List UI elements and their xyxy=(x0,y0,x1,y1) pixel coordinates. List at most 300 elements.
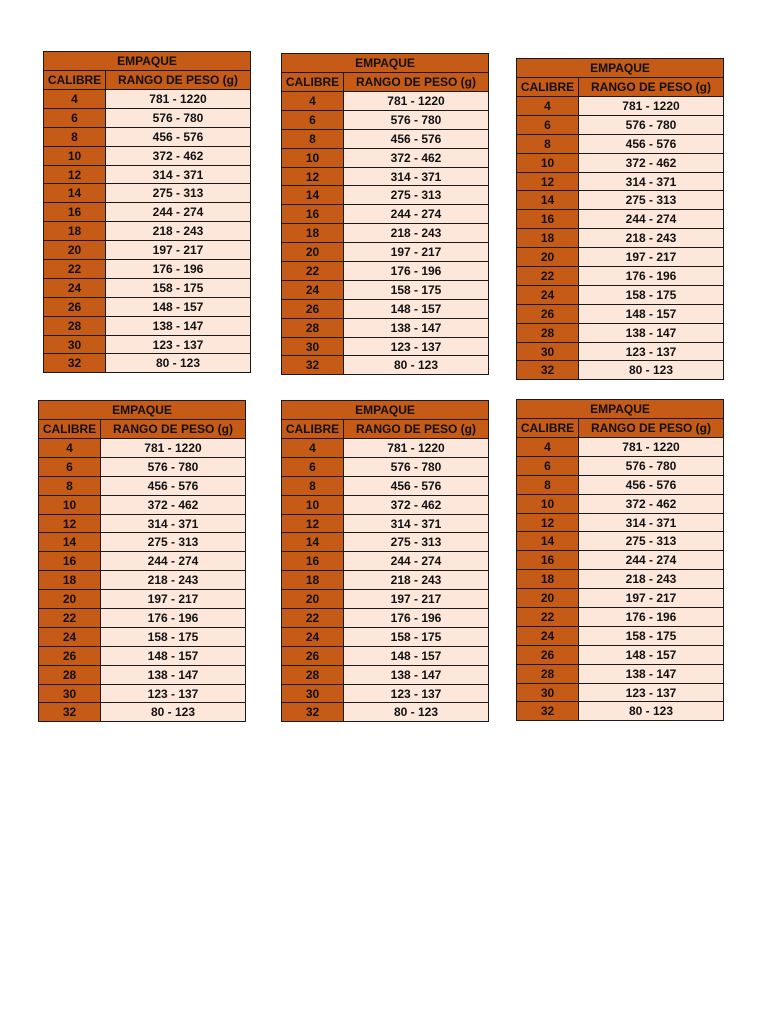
header-row xyxy=(282,420,489,439)
table-row xyxy=(39,590,246,609)
rango-cell: 123 - 137 xyxy=(579,683,724,702)
table-row xyxy=(39,627,246,646)
header-row xyxy=(39,420,246,439)
calibre-cell: 14 xyxy=(39,533,101,552)
table-row xyxy=(44,335,251,354)
rango-cell: 148 - 157 xyxy=(106,297,251,316)
rango-cell: 158 - 175 xyxy=(101,627,246,646)
rango-cell: 275 - 313 xyxy=(106,184,251,203)
calibre-cell: 12 xyxy=(39,514,101,533)
table-row xyxy=(517,172,724,191)
calibre-cell: 24 xyxy=(282,280,344,299)
table-row xyxy=(282,571,489,590)
table-row xyxy=(39,552,246,571)
column-header-calibre: CALIBRE xyxy=(44,71,106,90)
rango-cell: 275 - 313 xyxy=(344,533,489,552)
calibre-cell: 16 xyxy=(517,551,579,570)
calibre-cell: 4 xyxy=(39,439,101,458)
calibre-cell: 32 xyxy=(44,354,106,373)
table-row xyxy=(517,304,724,323)
rango-cell: 123 - 137 xyxy=(579,342,724,361)
empaque-table-2 xyxy=(281,53,489,375)
calibre-cell: 26 xyxy=(517,304,579,323)
calibre-cell: 6 xyxy=(517,115,579,134)
table-row xyxy=(44,108,251,127)
table-row xyxy=(44,203,251,222)
calibre-cell: 22 xyxy=(39,609,101,628)
table-title: EMPAQUE xyxy=(517,400,724,419)
calibre-cell: 4 xyxy=(517,97,579,116)
calibre-cell: 20 xyxy=(517,248,579,267)
rango-cell: 456 - 576 xyxy=(344,129,489,148)
table-row xyxy=(282,224,489,243)
table-row xyxy=(282,148,489,167)
calibre-cell: 24 xyxy=(517,626,579,645)
table-row xyxy=(517,475,724,494)
calibre-cell: 6 xyxy=(517,456,579,475)
column-header-calibre: CALIBRE xyxy=(39,420,101,439)
table-row xyxy=(44,146,251,165)
rango-cell: 138 - 147 xyxy=(106,316,251,335)
table-row xyxy=(517,267,724,286)
rango-cell: 244 - 274 xyxy=(106,203,251,222)
table-row xyxy=(517,608,724,627)
calibre-cell: 4 xyxy=(282,92,344,111)
calibre-cell: 30 xyxy=(282,684,344,703)
calibre-cell: 28 xyxy=(39,665,101,684)
rango-cell: 148 - 157 xyxy=(579,645,724,664)
column-header-calibre: CALIBRE xyxy=(517,78,579,97)
table-row xyxy=(44,260,251,279)
table-row xyxy=(517,532,724,551)
rango-cell: 176 - 196 xyxy=(344,609,489,628)
calibre-cell: 22 xyxy=(282,262,344,281)
rango-cell: 781 - 1220 xyxy=(344,92,489,111)
calibre-cell: 10 xyxy=(517,494,579,513)
table-row xyxy=(282,92,489,111)
table-row xyxy=(282,262,489,281)
table-row xyxy=(39,684,246,703)
calibre-cell: 20 xyxy=(282,590,344,609)
rango-cell: 781 - 1220 xyxy=(344,439,489,458)
calibre-cell: 30 xyxy=(282,337,344,356)
rango-cell: 275 - 313 xyxy=(579,191,724,210)
calibre-cell: 18 xyxy=(282,224,344,243)
rango-cell: 80 - 123 xyxy=(579,361,724,380)
table-row xyxy=(517,153,724,172)
rango-cell: 275 - 313 xyxy=(579,532,724,551)
table-row xyxy=(517,645,724,664)
rango-cell: 80 - 123 xyxy=(579,702,724,721)
table-row xyxy=(282,205,489,224)
calibre-cell: 16 xyxy=(282,205,344,224)
rango-cell: 275 - 313 xyxy=(344,186,489,205)
table-row xyxy=(282,665,489,684)
calibre-cell: 14 xyxy=(517,532,579,551)
column-header-rango: RANGO DE PESO (g) xyxy=(101,420,246,439)
calibre-cell: 32 xyxy=(39,703,101,722)
calibre-cell: 26 xyxy=(282,299,344,318)
table-row xyxy=(517,513,724,532)
table-row xyxy=(517,570,724,589)
table-row xyxy=(282,299,489,318)
table-row xyxy=(282,627,489,646)
calibre-cell: 16 xyxy=(282,552,344,571)
table-row xyxy=(39,533,246,552)
rango-cell: 456 - 576 xyxy=(101,476,246,495)
rango-cell: 314 - 371 xyxy=(344,514,489,533)
rango-cell: 781 - 1220 xyxy=(101,439,246,458)
column-header-rango: RANGO DE PESO (g) xyxy=(344,420,489,439)
empaque-table-1 xyxy=(43,51,251,373)
calibre-cell: 14 xyxy=(282,186,344,205)
rango-cell: 158 - 175 xyxy=(106,278,251,297)
table-row xyxy=(282,533,489,552)
rango-cell: 123 - 137 xyxy=(344,684,489,703)
table-row xyxy=(517,589,724,608)
rango-cell: 148 - 157 xyxy=(101,646,246,665)
table-row xyxy=(39,665,246,684)
rango-cell: 80 - 123 xyxy=(101,703,246,722)
title-row xyxy=(282,54,489,73)
calibre-cell: 4 xyxy=(282,439,344,458)
calibre-cell: 16 xyxy=(517,210,579,229)
calibre-cell: 32 xyxy=(517,361,579,380)
rango-cell: 456 - 576 xyxy=(579,475,724,494)
table-row xyxy=(517,683,724,702)
calibre-cell: 30 xyxy=(39,684,101,703)
calibre-cell: 24 xyxy=(282,627,344,646)
rango-cell: 314 - 371 xyxy=(101,514,246,533)
calibre-cell: 20 xyxy=(517,589,579,608)
calibre-cell: 32 xyxy=(282,703,344,722)
calibre-cell: 26 xyxy=(282,646,344,665)
rango-cell: 197 - 217 xyxy=(344,590,489,609)
table-row xyxy=(282,110,489,129)
rango-cell: 197 - 217 xyxy=(579,248,724,267)
calibre-cell: 10 xyxy=(39,495,101,514)
table-row xyxy=(517,191,724,210)
calibre-cell: 22 xyxy=(282,609,344,628)
rango-cell: 244 - 274 xyxy=(579,210,724,229)
rango-cell: 576 - 780 xyxy=(579,115,724,134)
header-row xyxy=(517,78,724,97)
rango-cell: 138 - 147 xyxy=(344,665,489,684)
table-row xyxy=(517,456,724,475)
calibre-cell: 8 xyxy=(517,475,579,494)
rango-cell: 197 - 217 xyxy=(579,589,724,608)
calibre-cell: 4 xyxy=(517,438,579,457)
calibre-cell: 8 xyxy=(39,476,101,495)
table-row xyxy=(517,342,724,361)
column-header-rango: RANGO DE PESO (g) xyxy=(106,71,251,90)
title-row xyxy=(517,59,724,78)
rango-cell: 176 - 196 xyxy=(106,260,251,279)
rango-cell: 197 - 217 xyxy=(101,590,246,609)
rango-cell: 80 - 123 xyxy=(344,356,489,375)
table-row xyxy=(517,323,724,342)
table-title: EMPAQUE xyxy=(517,59,724,78)
calibre-cell: 24 xyxy=(39,627,101,646)
calibre-cell: 28 xyxy=(282,665,344,684)
table-row xyxy=(517,551,724,570)
column-header-calibre: CALIBRE xyxy=(282,420,344,439)
rango-cell: 138 - 147 xyxy=(579,664,724,683)
calibre-cell: 10 xyxy=(517,153,579,172)
table-row xyxy=(44,316,251,335)
calibre-cell: 8 xyxy=(282,476,344,495)
table-row xyxy=(517,229,724,248)
rango-cell: 244 - 274 xyxy=(344,552,489,571)
table-row xyxy=(517,702,724,721)
calibre-cell: 12 xyxy=(282,167,344,186)
rango-cell: 138 - 147 xyxy=(579,323,724,342)
title-row xyxy=(39,401,246,420)
rango-cell: 197 - 217 xyxy=(344,243,489,262)
rango-cell: 314 - 371 xyxy=(106,165,251,184)
rango-cell: 576 - 780 xyxy=(579,456,724,475)
table-row xyxy=(44,222,251,241)
table-row xyxy=(44,278,251,297)
rango-cell: 372 - 462 xyxy=(101,495,246,514)
table-row xyxy=(517,248,724,267)
table-row xyxy=(282,356,489,375)
rango-cell: 218 - 243 xyxy=(101,571,246,590)
calibre-cell: 24 xyxy=(44,278,106,297)
empaque-table-4 xyxy=(38,400,246,722)
table-row xyxy=(282,703,489,722)
column-header-calibre: CALIBRE xyxy=(517,419,579,438)
table-title: EMPAQUE xyxy=(44,52,251,71)
table-row xyxy=(39,439,246,458)
rango-cell: 576 - 780 xyxy=(106,108,251,127)
calibre-cell: 6 xyxy=(282,457,344,476)
table-row xyxy=(39,495,246,514)
calibre-cell: 12 xyxy=(44,165,106,184)
table-row xyxy=(282,337,489,356)
rango-cell: 176 - 196 xyxy=(101,609,246,628)
rango-cell: 218 - 243 xyxy=(344,224,489,243)
rango-cell: 218 - 243 xyxy=(106,222,251,241)
calibre-cell: 26 xyxy=(39,646,101,665)
column-header-calibre: CALIBRE xyxy=(282,73,344,92)
table-row xyxy=(44,90,251,109)
rango-cell: 244 - 274 xyxy=(579,551,724,570)
rango-cell: 456 - 576 xyxy=(344,476,489,495)
calibre-cell: 16 xyxy=(44,203,106,222)
table-row xyxy=(517,626,724,645)
calibre-cell: 32 xyxy=(282,356,344,375)
rango-cell: 314 - 371 xyxy=(344,167,489,186)
calibre-cell: 30 xyxy=(44,335,106,354)
rango-cell: 372 - 462 xyxy=(344,148,489,167)
calibre-cell: 8 xyxy=(282,129,344,148)
table-title: EMPAQUE xyxy=(39,401,246,420)
rango-cell: 80 - 123 xyxy=(106,354,251,373)
rango-cell: 372 - 462 xyxy=(579,153,724,172)
column-header-rango: RANGO DE PESO (g) xyxy=(579,419,724,438)
column-header-rango: RANGO DE PESO (g) xyxy=(579,78,724,97)
rango-cell: 218 - 243 xyxy=(579,570,724,589)
calibre-cell: 14 xyxy=(517,191,579,210)
calibre-cell: 28 xyxy=(517,664,579,683)
column-header-rango: RANGO DE PESO (g) xyxy=(344,73,489,92)
calibre-cell: 4 xyxy=(44,90,106,109)
rango-cell: 244 - 274 xyxy=(101,552,246,571)
table-row xyxy=(517,210,724,229)
table-row xyxy=(282,129,489,148)
empaque-table-3 xyxy=(516,58,724,380)
calibre-cell: 10 xyxy=(44,146,106,165)
header-row xyxy=(517,419,724,438)
table-row xyxy=(39,457,246,476)
calibre-cell: 10 xyxy=(282,148,344,167)
title-row xyxy=(282,401,489,420)
rango-cell: 158 - 175 xyxy=(579,285,724,304)
table-row xyxy=(282,280,489,299)
rango-cell: 372 - 462 xyxy=(106,146,251,165)
table-row xyxy=(44,354,251,373)
calibre-cell: 22 xyxy=(44,260,106,279)
calibre-cell: 12 xyxy=(282,514,344,533)
rango-cell: 275 - 313 xyxy=(101,533,246,552)
calibre-cell: 6 xyxy=(44,108,106,127)
calibre-cell: 32 xyxy=(517,702,579,721)
calibre-cell: 10 xyxy=(282,495,344,514)
rango-cell: 123 - 137 xyxy=(101,684,246,703)
rango-cell: 148 - 157 xyxy=(344,646,489,665)
rango-cell: 218 - 243 xyxy=(344,571,489,590)
calibre-cell: 18 xyxy=(44,222,106,241)
rango-cell: 148 - 157 xyxy=(579,304,724,323)
table-row xyxy=(282,186,489,205)
table-row xyxy=(282,167,489,186)
calibre-cell: 20 xyxy=(282,243,344,262)
table-row xyxy=(282,590,489,609)
table-row xyxy=(517,361,724,380)
rango-cell: 176 - 196 xyxy=(344,262,489,281)
table-row xyxy=(282,439,489,458)
rango-cell: 372 - 462 xyxy=(579,494,724,513)
calibre-cell: 30 xyxy=(517,342,579,361)
calibre-cell: 18 xyxy=(282,571,344,590)
calibre-cell: 12 xyxy=(517,172,579,191)
table-row xyxy=(44,127,251,146)
table-row xyxy=(39,703,246,722)
calibre-cell: 8 xyxy=(44,127,106,146)
table-row xyxy=(282,495,489,514)
rango-cell: 576 - 780 xyxy=(344,110,489,129)
rango-cell: 176 - 196 xyxy=(579,608,724,627)
calibre-cell: 28 xyxy=(282,318,344,337)
table-row xyxy=(517,97,724,116)
calibre-cell: 16 xyxy=(39,552,101,571)
calibre-cell: 22 xyxy=(517,608,579,627)
rango-cell: 176 - 196 xyxy=(579,267,724,286)
rango-cell: 123 - 137 xyxy=(106,335,251,354)
rango-cell: 158 - 175 xyxy=(344,280,489,299)
calibre-cell: 22 xyxy=(517,267,579,286)
table-row xyxy=(44,241,251,260)
rango-cell: 576 - 780 xyxy=(344,457,489,476)
rango-cell: 244 - 274 xyxy=(344,205,489,224)
rango-cell: 781 - 1220 xyxy=(106,90,251,109)
rango-cell: 123 - 137 xyxy=(344,337,489,356)
header-row xyxy=(44,71,251,90)
table-row xyxy=(39,609,246,628)
rango-cell: 80 - 123 xyxy=(344,703,489,722)
rango-cell: 138 - 147 xyxy=(101,665,246,684)
table-title: EMPAQUE xyxy=(282,54,489,73)
table-row xyxy=(282,646,489,665)
calibre-cell: 28 xyxy=(517,323,579,342)
table-row xyxy=(517,285,724,304)
rango-cell: 218 - 243 xyxy=(579,229,724,248)
table-row xyxy=(44,184,251,203)
calibre-cell: 24 xyxy=(517,285,579,304)
rango-cell: 372 - 462 xyxy=(344,495,489,514)
table-row xyxy=(44,165,251,184)
empaque-table-6 xyxy=(516,399,724,721)
calibre-cell: 28 xyxy=(44,316,106,335)
table-row xyxy=(39,571,246,590)
calibre-cell: 8 xyxy=(517,134,579,153)
table-row xyxy=(39,514,246,533)
calibre-cell: 18 xyxy=(517,229,579,248)
calibre-cell: 20 xyxy=(39,590,101,609)
title-row xyxy=(517,400,724,419)
table-row xyxy=(517,134,724,153)
rango-cell: 158 - 175 xyxy=(344,627,489,646)
calibre-cell: 12 xyxy=(517,513,579,532)
calibre-cell: 20 xyxy=(44,241,106,260)
table-title: EMPAQUE xyxy=(282,401,489,420)
table-row xyxy=(39,476,246,495)
header-row xyxy=(282,73,489,92)
rango-cell: 456 - 576 xyxy=(106,127,251,146)
calibre-cell: 30 xyxy=(517,683,579,702)
rango-cell: 158 - 175 xyxy=(579,626,724,645)
table-row xyxy=(44,297,251,316)
calibre-cell: 26 xyxy=(44,297,106,316)
table-row xyxy=(517,115,724,134)
calibre-cell: 14 xyxy=(44,184,106,203)
table-row xyxy=(282,318,489,337)
table-row xyxy=(282,684,489,703)
calibre-cell: 18 xyxy=(39,571,101,590)
rango-cell: 314 - 371 xyxy=(579,513,724,532)
table-row xyxy=(517,438,724,457)
rango-cell: 138 - 147 xyxy=(344,318,489,337)
rango-cell: 781 - 1220 xyxy=(579,97,724,116)
rango-cell: 576 - 780 xyxy=(101,457,246,476)
table-row xyxy=(282,552,489,571)
empaque-table-5 xyxy=(281,400,489,722)
rango-cell: 197 - 217 xyxy=(106,241,251,260)
table-row xyxy=(517,494,724,513)
rango-cell: 148 - 157 xyxy=(344,299,489,318)
rango-cell: 456 - 576 xyxy=(579,134,724,153)
calibre-cell: 14 xyxy=(282,533,344,552)
calibre-cell: 6 xyxy=(282,110,344,129)
table-row xyxy=(282,514,489,533)
calibre-cell: 6 xyxy=(39,457,101,476)
table-row xyxy=(282,457,489,476)
table-row xyxy=(282,476,489,495)
table-row xyxy=(517,664,724,683)
rango-cell: 314 - 371 xyxy=(579,172,724,191)
title-row xyxy=(44,52,251,71)
